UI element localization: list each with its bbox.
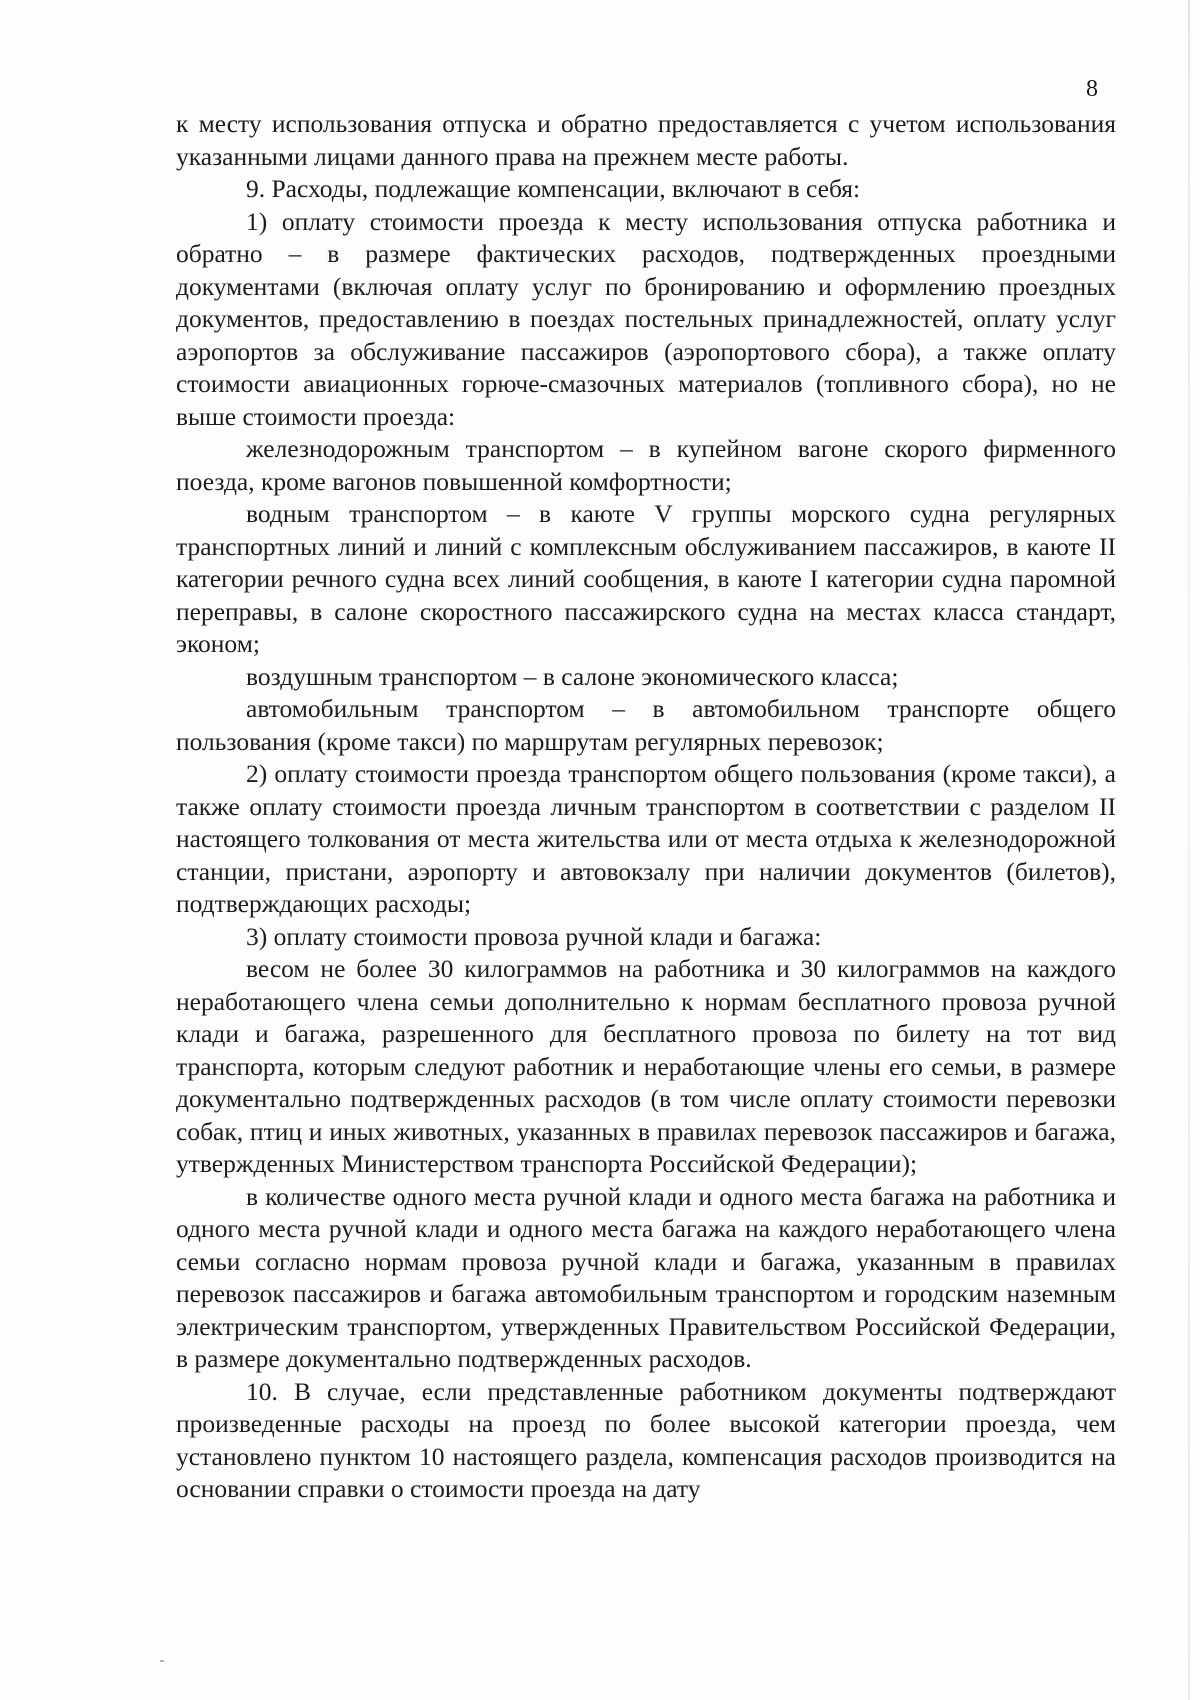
paragraph-air-transport: воздушным транспортом – в салоне экономического класса; (246, 661, 899, 691)
scan-mark (160, 1660, 164, 1662)
paragraph-baggage-weight: весом не более 30 килограммов на работника и 30 килограммов на каждого неработающего члена семьи дополнительно к нормам бесплатного провоза ручной клади и багажа, разрешенного для бесплатного провоза по билету на тот вид транспорта, которым следуют работник и неработающие члены его семьи, в размере документально подтвержденных расходов (в том числе оплату стоимости перевозки собак, птиц и иных животных, указанных в правилах перевозок пассажиров и багажа, утвержденных Министерством транспорта Российской Федерации); (176, 954, 1116, 1178)
paragraph-road-transport: автомобильным транспортом – в автомобильном транспорте общего пользования (кроме такси) по маршрутам регулярных перевозок; (176, 694, 1116, 756)
paragraph-item-9-3: 3) оплату стоимости провоза ручной клади и багажа: (246, 921, 822, 951)
paragraph-item-9-1: 1) оплату стоимости проезда к месту использования отпуска работника и обратно – в размере фактических расходов, подтвержденных проездными документами (включая оплату услуг по бронированию и оформлению проездных документов, предоставлению в поездах постельных принадлежностей, оплату услуг аэропортов за обслуживание пассажиров (аэропортового сбора), а также оплату стоимости авиационных горюче-смазочных материалов (топливного сбора), но не выше стоимости проезда: (176, 206, 1116, 431)
paragraph-continuation: к месту использования отпуска и обратно предоставляется с учетом использования указанными лицами данного права на прежнем месте работы. (176, 109, 1116, 171)
page-number: 8 (1086, 76, 1098, 102)
paragraph-item-9-2: 2) оплату стоимости проезда транспортом общего пользования (кроме такси), а также оплату стоимости проезда личным транспортом в соответствии с разделом II настоящего толкования от места жительства или от места отдыха к железнодорожной станции, пристани, аэропорту и автовокзалу при наличии документов (билетов), подтверждающих расходы; (176, 759, 1116, 918)
paragraph-item-9: 9. Расходы, подлежащие компенсации, включают в себя: (246, 174, 861, 203)
scan-edge-shadow (1188, 0, 1190, 1700)
paragraph-water-transport: водным транспортом – в каюте V группы морского судна регулярных транспортных линий и линий с комплексным обслуживанием пассажиров, в каюте II категории речного судна всех линий сообщения, в каюте I категории судна паромной переправы, в салоне скоростного пассажирского судна на местах класса стандарт, эконом; (176, 499, 1116, 658)
document-body (176, 108, 1116, 1506)
paragraph-baggage-quantity: в количестве одного места ручной клади и одного места багажа на работника и одного места ручной клади и одного места багажа на каждого неработающего члена семьи согласно нормам провоза ручной клади и багажа, указанным в правилах перевозок пассажиров и багажа автомобильным транспортом и городским наземным электрическим транспортом, утвержденных Правительством Российской Федерации, в размере документально подтвержденных расходов. (176, 1181, 1116, 1373)
paragraph-item-10: 10. В случае, если представленные работником документы подтверждают произведенные расходы на проезд по более высокой категории проезда, чем установлено пунктом 10 настоящего раздела, компенсация расходов производится на основании справки о стоимости проезда на дату (176, 1376, 1116, 1503)
paragraph-rail-transport: железнодорожным транспортом – в купейном вагоне скорого фирменного поезда, кроме вагонов повышенной комфортности; (176, 434, 1116, 496)
